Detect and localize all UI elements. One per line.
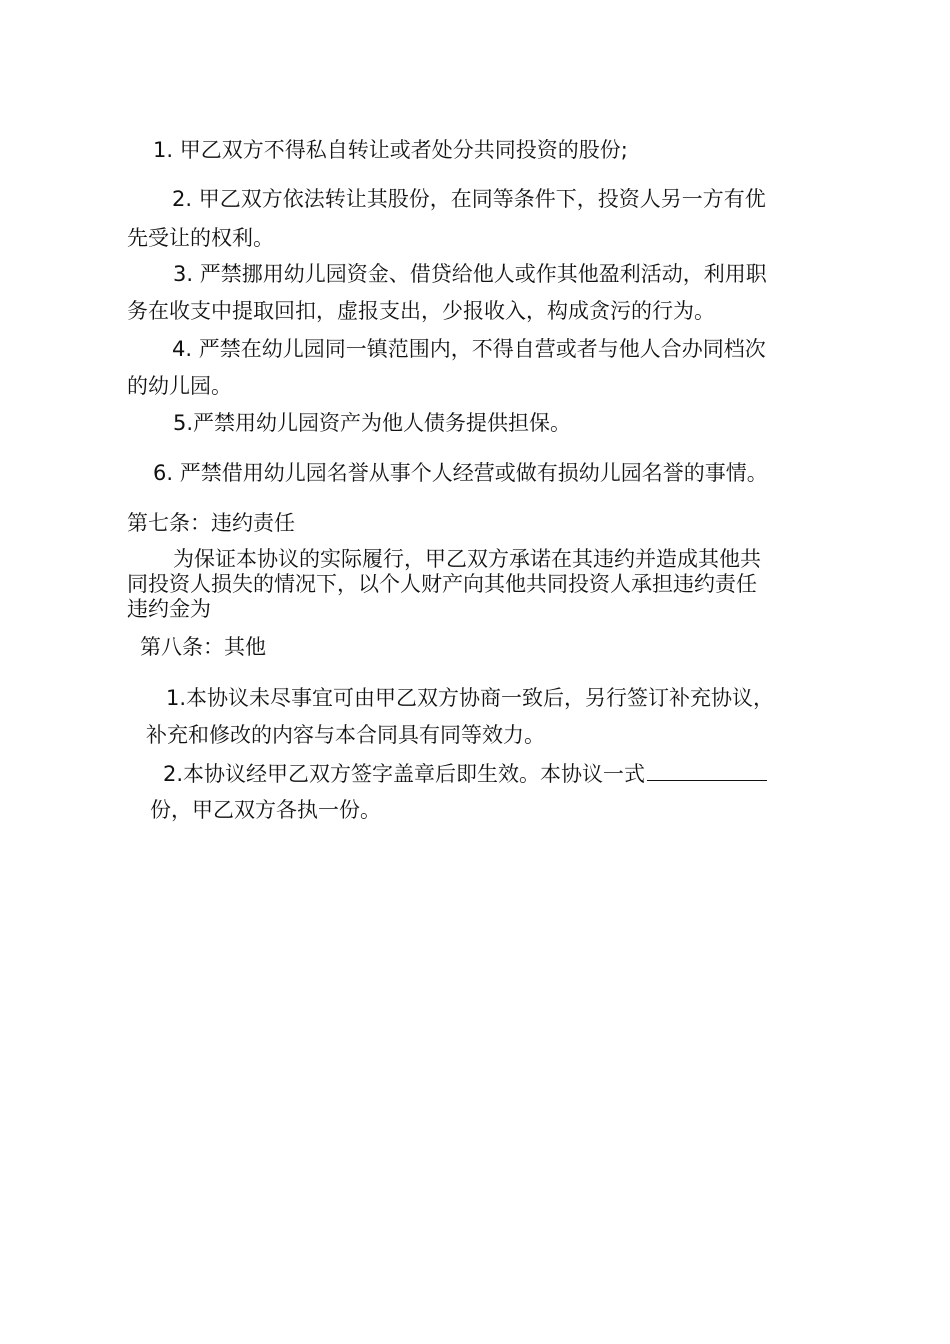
article-7-heading: 第七条：违约责任 bbox=[127, 511, 295, 535]
clause-item-5: 5.严禁用幼儿园资产为他人债务提供担保。 bbox=[173, 411, 572, 435]
clause-item-1: 1. 甲乙双方不得私自转让或者处分共同投资的股份; bbox=[153, 138, 628, 162]
clause-item-4-line-2: 的幼儿园。 bbox=[127, 374, 232, 398]
article-8-item-2-line-1 bbox=[163, 760, 767, 787]
article-8-item-1-line-1: 1.本协议未尽事宜可由甲乙双方协商一致后，另行签订补充协议， bbox=[166, 686, 775, 710]
article-8-item-2-text: 2.本协议经甲乙双方签字盖章后即生效。本协议一式 bbox=[163, 762, 646, 786]
clause-item-2-line-1: 2. 甲乙双方依法转让其股份，在同等条件下，投资人另一方有优 bbox=[172, 187, 766, 211]
article-7-para-line-1: 为保证本协议的实际履行，甲乙双方承诺在其违约并造成其他共 bbox=[173, 547, 761, 571]
clause-item-3-line-2: 务在收支中提取回扣，虚报支出，少报收入，构成贪污的行为。 bbox=[127, 299, 715, 323]
article-7-para-line-2: 同投资人损失的情况下，以个人财产向其他共同投资人承担违约责任 bbox=[127, 572, 757, 596]
clause-item-4-line-1: 4. 严禁在幼儿园同一镇范围内，不得自营或者与他人合办同档次 bbox=[172, 337, 766, 361]
article-8-item-2-line-2: 份，甲乙双方各执一份。 bbox=[150, 798, 381, 822]
article-7-para-line-3: 违约金为 bbox=[127, 597, 211, 621]
article-8-item-1-line-2: 补充和修改的内容与本合同具有同等效力。 bbox=[146, 723, 545, 747]
clause-item-3-line-1: 3. 严禁挪用幼儿园资金、借贷给他人或作其他盈利活动，利用职 bbox=[173, 262, 767, 286]
copies-blank-line bbox=[647, 760, 767, 781]
clause-item-6: 6. 严禁借用幼儿园名誉从事个人经营或做有损幼儿园名誉的事情。 bbox=[153, 461, 768, 485]
clause-item-2-line-2: 先受让的权利。 bbox=[127, 226, 274, 250]
article-8-heading: 第八条：其他 bbox=[140, 635, 266, 659]
